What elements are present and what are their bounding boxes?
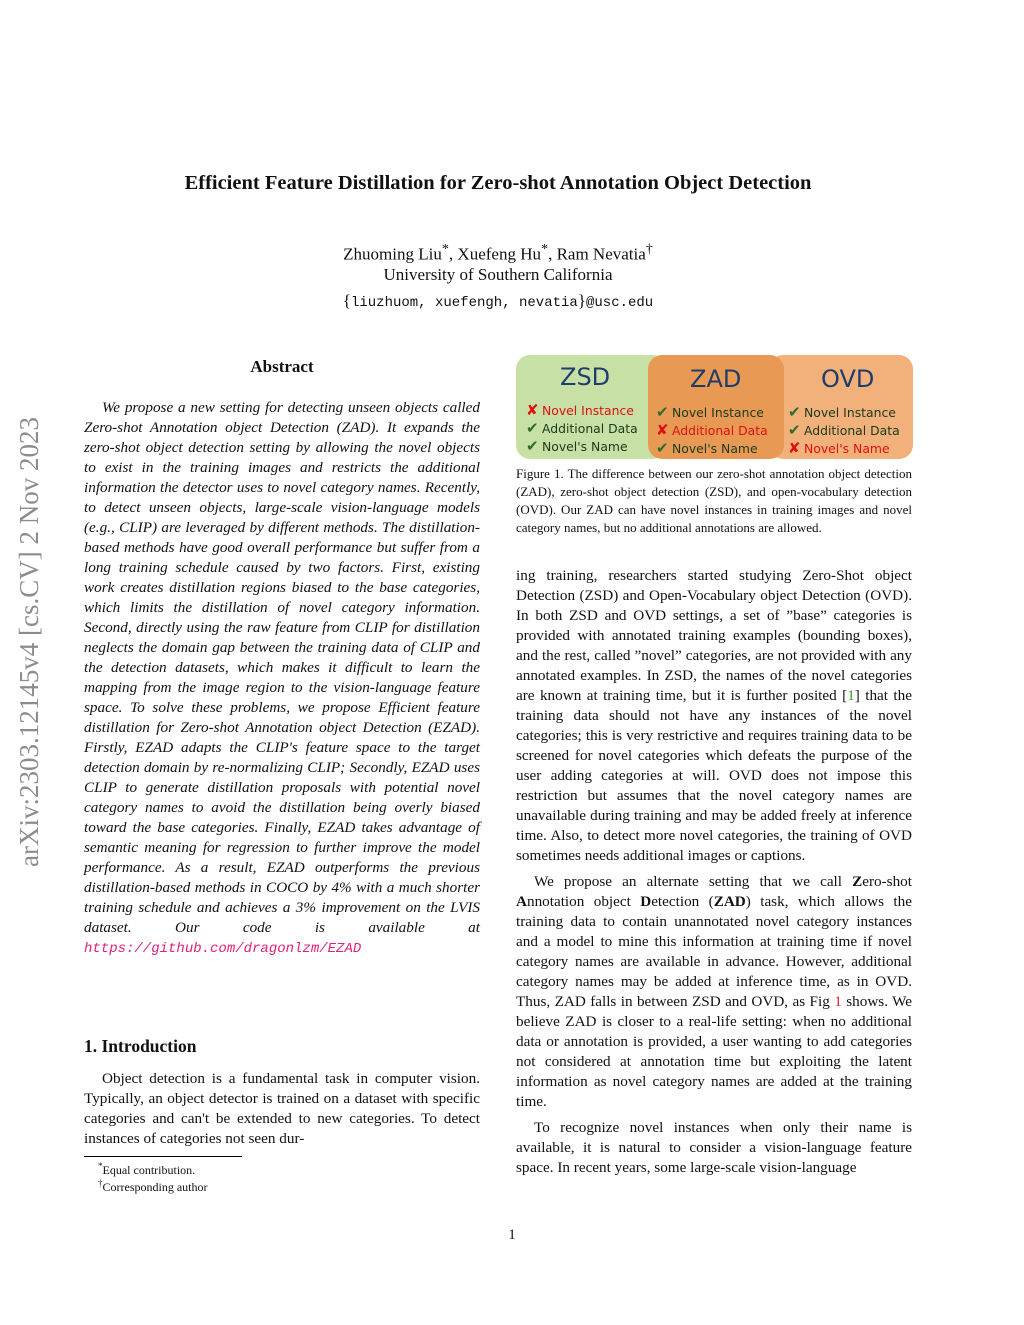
panel-title: ZAD	[690, 365, 742, 393]
body-paragraph: ing training, researchers started studying Zero-Shot object Detection (ZSD) and Open-Vocabulary object Detection (OVD). In both ZSD and OVD settings, a set of ”base” categories is provided with annotated training examples (bounding boxes), and the rest, called ”novel” categories, are not provided with any annotated examples. In ZSD, the names of the novel categories are known at training time, but it is further posited [1] that the training data should not have any instances of the novel categories; this is very restrictive and requires training data to be screened for novel categories which defeats the purpose of the user adding categories at will. OVD does not impose this restriction but assumes that the novel category names are unavailable during training and may be added freely at inference time. Also, to detect more novel categories, the training of OVD sometimes needs additional images or captions.	[516, 567, 912, 864]
panel-item: ✔ Additional Data	[526, 419, 638, 437]
check-icon: ✔	[788, 403, 801, 421]
panel-item: ✔ Novel's Name	[526, 437, 628, 455]
body-paragraph: We propose an alternate setting that we call Zero-shot Annotation object Detection (ZAD) task, which allows the training data to contain unannotated novel category instances and a model to mine this information at training time if novel category names are available in advance. However, additional category names may be added at inference time, as in OVD. Thus, ZAD falls in between ZSD and OVD, as Fig 1 shows. We believe ZAD is closer to a real-life setting: when no additional data or annotation is provided, a user wanting to add categories not considered at annotation time but exploiting the latent information as novel category names are added at the training time.	[516, 873, 912, 1110]
cross-icon: ✘	[788, 439, 801, 457]
affiliation: University of Southern California	[383, 265, 613, 284]
email-users: liuzhuom, xuefengh, nevatia	[350, 295, 578, 311]
check-icon: ✔	[656, 403, 669, 421]
panel-item: ✔ Additional Data	[788, 421, 900, 439]
citation-link[interactable]: 1	[847, 687, 855, 704]
footnote-divider	[84, 1156, 242, 1157]
footnote: †Corresponding author	[98, 1178, 208, 1194]
abstract-body	[84, 398, 480, 959]
figure-ref-link[interactable]: 1	[834, 993, 842, 1010]
right-column-text	[516, 566, 912, 1184]
abstract-heading: Abstract	[250, 357, 314, 376]
body-paragraph: To recognize novel instances when only their name is available, it is natural to consider a vision-language feature space. In recent years, some large-scale vision-language	[516, 1119, 912, 1176]
panel-item: ✘ Additional Data	[656, 421, 768, 439]
panel-item: ✘ Novel Instance	[526, 401, 634, 419]
cross-icon: ✘	[526, 401, 539, 419]
code-link[interactable]: https://github.com/dragonlzm/EZAD	[84, 941, 362, 957]
check-icon: ✔	[788, 421, 801, 439]
footnote: *Equal contribution.	[98, 1161, 196, 1177]
panel-item: ✔ Novel Instance	[656, 403, 764, 421]
author-name: Xuefeng Hu	[457, 244, 541, 264]
author-name: Zhuoming Liu	[343, 244, 442, 264]
author-mark: *	[441, 241, 449, 257]
author-mark: †	[645, 241, 653, 257]
author-list: Zhuoming Liu*, Xuefeng Hu*, Ram Nevatia†	[343, 241, 653, 264]
author-name: Ram Nevatia	[556, 244, 646, 264]
panel-title: OVD	[821, 365, 875, 393]
figure-1	[516, 355, 913, 459]
arxiv-stamp: arXiv:2303.12145v4 [cs.CV] 2 Nov 2023	[14, 417, 44, 868]
check-icon: ✔	[656, 439, 669, 457]
section-heading-introduction: 1. Introduction	[84, 1036, 197, 1056]
page-number: 1	[508, 1227, 516, 1243]
author-emails: {liuzhuom, xuefengh, nevatia}@usc.edu	[342, 291, 654, 311]
check-icon: ✔	[526, 419, 539, 437]
panel-title: ZSD	[560, 363, 611, 391]
panel-item: ✘ Novel's Name	[788, 439, 890, 457]
author-mark: *	[540, 241, 549, 257]
figure-caption: Figure 1. The difference between our zero-shot annotation object detection (ZAD), zero-shot object detection (ZSD), and open-vocabulary detection (OVD). Our ZAD can have novel instances in training images and novel category names, but no additional annotations are allowed.	[516, 466, 912, 535]
email-domain: @usc.edu	[585, 295, 654, 311]
panel-item: ✔ Novel Instance	[788, 403, 896, 421]
abstract-text: We propose a new setting for detecting unseen objects called Zero-shot Annotation object Detection (ZAD). It expands the zero-shot object detection setting by allowing the novel objects to exist in the training images and restricts the additional information the detector uses to novel category names. Recently, to detect unseen objects, large-scale vision-language models (e.g., CLIP) are leveraged by different methods. The distillation-based methods have good overall performance but suffer from a long training schedule caused by two factors. First, existing work creates distillation regions biased to the base categories, which limits the distillation of novel category information. Second, directly using the raw feature from CLIP for distillation neglects the domain gap between the training data of CLIP and the detection datasets, which makes it difficult to learn the mapping from the image region to the vision-language feature space. To solve these problems, we propose Efficient feature distillation for Zero-shot Annotation object Detection (EZAD). Firstly, EZAD adapts the CLIP's feature space to the target detection domain by re-normalizing CLIP; Secondly, EZAD uses CLIP to generate distillation proposals with potential novel category names to avoid the distillation being overly biased toward the base categories. Finally, EZAD takes advantage of semantic meaning for regression to further improve the model performance. As a result, EZAD outperforms the previous distillation-based methods in COCO by 4% with a much shorter training schedule and achieves a 3% improvement on the LVIS dataset. Our code is available at	[84, 399, 480, 936]
cross-icon: ✘	[656, 421, 669, 439]
check-icon: ✔	[526, 437, 539, 455]
paper-title: Efficient Feature Distillation for Zero-shot Annotation Object Detection	[184, 172, 812, 194]
panel-item: ✔ Novel's Name	[656, 439, 758, 457]
intro-paragraph: Object detection is a fundamental task in computer vision. Typically, an object detector is trained on a dataset with specific categories and can't be extended to new categories. To detect instances of categories not seen dur-	[84, 1070, 480, 1147]
